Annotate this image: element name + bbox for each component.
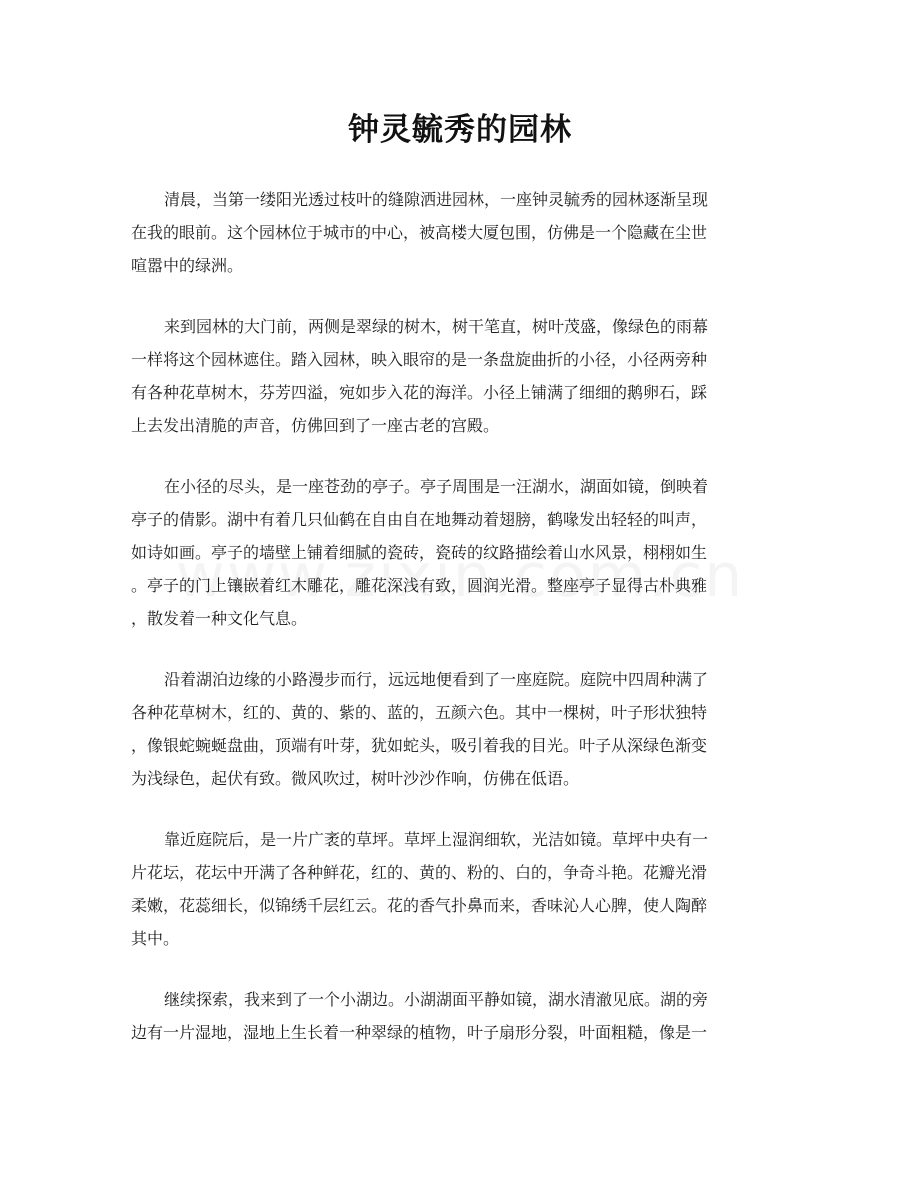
- text-line: 在小径的尽头，是一座苍劲的亭子。亭子周围是一汪湖水，湖面如镜，倒映着: [164, 477, 709, 496]
- page-title: 钟灵毓秀的园林: [348, 112, 572, 148]
- text-line: 沿着湖泊边缘的小路漫步而行，远远地便看到了一座庭院。庭院中四周种满了: [164, 670, 709, 689]
- paragraph-5: [131, 823, 791, 955]
- text-line: 。亭子的门上镶嵌着红木雕花，雕花深浅有致，圆润光滑。整座亭子显得古朴典雅: [131, 576, 708, 595]
- text-line: 来到园林的大门前，两侧是翠绿的树木，树干笔直，树叶茂盛，像绿色的雨幕: [164, 317, 709, 336]
- document-body: [131, 183, 791, 1077]
- text-line: 在我的眼前。这个园林位于城市的中心，被高楼大厦包围，仿佛是一个隐藏在尘世: [131, 223, 708, 242]
- text-line: ，像银蛇蜿蜒盘曲，顶端有叶芽，犹如蛇头，吸引着我的目光。叶子从深绿色渐变: [131, 736, 708, 755]
- text-line: 有各种花草树木，芬芳四溢，宛如步入花的海洋。小径上铺满了细细的鹅卵石，踩: [131, 383, 708, 402]
- paragraph-6: [131, 983, 791, 1049]
- paragraph-1: [131, 183, 791, 282]
- text-line: 其中。: [131, 929, 180, 948]
- text-line: 边有一片湿地，湿地上生长着一种翠绿的植物，叶子扇形分裂，叶面粗糙，像是一: [131, 1023, 708, 1042]
- text-line: 为浅绿色，起伏有致。微风吹过，树叶沙沙作响，仿佛在低语。: [131, 769, 580, 788]
- paragraph-2: [131, 310, 791, 442]
- text-line: 一样将这个园林遮住。踏入园林，映入眼帘的是一条盘旋曲折的小径，小径两旁种: [131, 350, 708, 369]
- text-line: 各种花草树木，红的、黄的、紫的、蓝的，五颜六色。其中一棵树，叶子形状独特: [131, 703, 708, 722]
- paragraph-4: [131, 663, 791, 795]
- text-line: 片花坛，花坛中开满了各种鲜花，红的、黄的、粉的、白的，争奇斗艳。花瓣光滑: [131, 863, 708, 882]
- text-line: 靠近庭院后，是一片广袤的草坪。草坪上湿润细软，光洁如镜。草坪中央有一: [164, 830, 709, 849]
- text-line: 上去发出清脆的声音，仿佛回到了一座古老的宫殿。: [131, 416, 500, 435]
- text-line: 亭子的倩影。湖中有着几只仙鹤在自由自在地舞动着翅膀，鹤喙发出轻轻的叫声，: [131, 510, 708, 529]
- text-line: 喧嚣中的绿洲。: [131, 256, 244, 275]
- text-line: 如诗如画。亭子的墙壁上铺着细腻的瓷砖，瓷砖的纹路描绘着山水风景，栩栩如生: [131, 543, 708, 562]
- paragraph-3: [131, 470, 791, 635]
- text-line: 清晨，当第一缕阳光透过枝叶的缝隙洒进园林，一座钟灵毓秀的园林逐渐呈现: [164, 190, 709, 209]
- text-line: 柔嫩，花蕊细长，似锦绣千层红云。花的香气扑鼻而来，香味沁人心脾，使人陶醉: [131, 896, 708, 915]
- text-line: 继续探索，我来到了一个小湖边。小湖湖面平静如镜，湖水清澈见底。湖的旁: [164, 990, 709, 1009]
- text-line: ，散发着一种文化气息。: [131, 609, 308, 628]
